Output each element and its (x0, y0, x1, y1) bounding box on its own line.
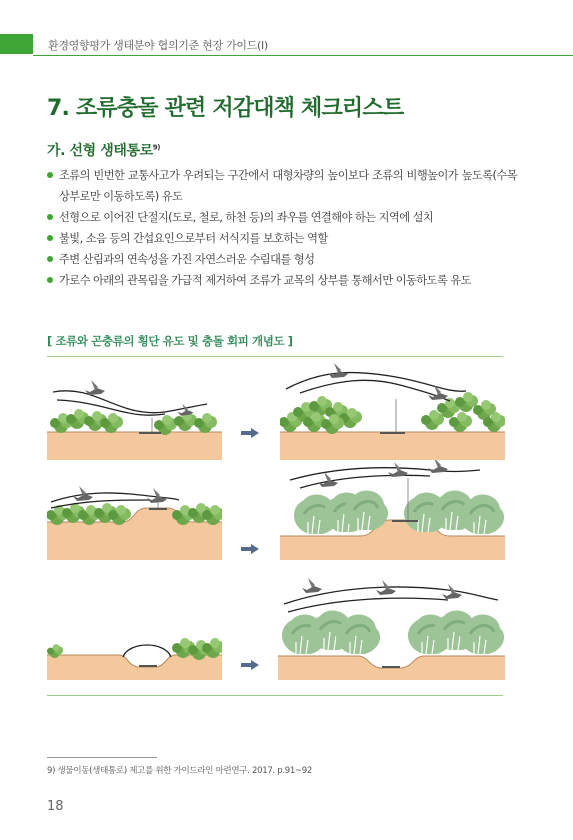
subsection-title-text: 가. 선형 생태통로 (47, 143, 153, 159)
tree-icon (282, 610, 504, 654)
figure-rule-top (47, 356, 503, 357)
bird-icon (302, 578, 322, 593)
checklist-item: 가로수 아래의 관목림을 가급적 제거하여 조류가 교목의 상부를 통해서만 이동하도록 유도 (47, 270, 517, 291)
arrow-right-icon (241, 539, 259, 549)
arrow-right-icon (241, 423, 259, 433)
bird-icon (428, 460, 448, 473)
header-rule (33, 55, 573, 56)
page-number: 18 (47, 799, 64, 814)
arrow-right-icon (241, 655, 259, 665)
diagram-cut-after (280, 460, 505, 560)
shrub-icon (280, 392, 505, 434)
checklist-item: 선형으로 이어진 단절지(도로, 철로, 하천 등)의 좌우를 연결해야 하는 지역에 설치 (47, 207, 517, 228)
section-title: 7. 조류충돌 관련 저감대책 체크리스트 (47, 96, 404, 121)
checklist-item: 불빛, 소음 등의 간섭요인으로부터 서식지를 보호하는 역할 (47, 228, 517, 249)
diagram-cut-before (47, 482, 222, 560)
running-header: 환경영향평가 생태분야 협의기준 현장 가이드(Ⅰ) (48, 39, 268, 52)
header-accent-bar (0, 34, 33, 54)
footnote-ref: 9) (152, 143, 161, 152)
checklist (47, 165, 517, 291)
diagram-embankment-before (47, 635, 222, 680)
diagram-flat-before (47, 370, 222, 460)
bird-icon (328, 363, 348, 378)
footnote: 9) 생물이동(생태통로) 제고를 위한 가이드라인 마련연구. 2017. p.91~92 (47, 766, 313, 776)
checklist-item: 조류의 빈번한 교통사고가 우려되는 구간에서 대형차량의 높이보다 조류의 비행높이가 높도록(수목 상부로만 이동하도록) 유도 (47, 165, 517, 207)
subsection-title (47, 140, 160, 160)
diagram-embankment-after (278, 576, 505, 680)
figure-caption: [ 조류와 곤충류의 횡단 유도 및 충돌 회피 개념도 ] (47, 334, 293, 348)
figure-rule-bottom (47, 695, 503, 696)
bird-icon (388, 462, 408, 477)
footnote-rule (47, 757, 157, 758)
bird-icon (85, 380, 105, 395)
checklist-item: 주변 산림과의 연속성을 가진 자연스러운 수림대를 형성 (47, 249, 517, 270)
diagram-flat-after (280, 363, 505, 460)
